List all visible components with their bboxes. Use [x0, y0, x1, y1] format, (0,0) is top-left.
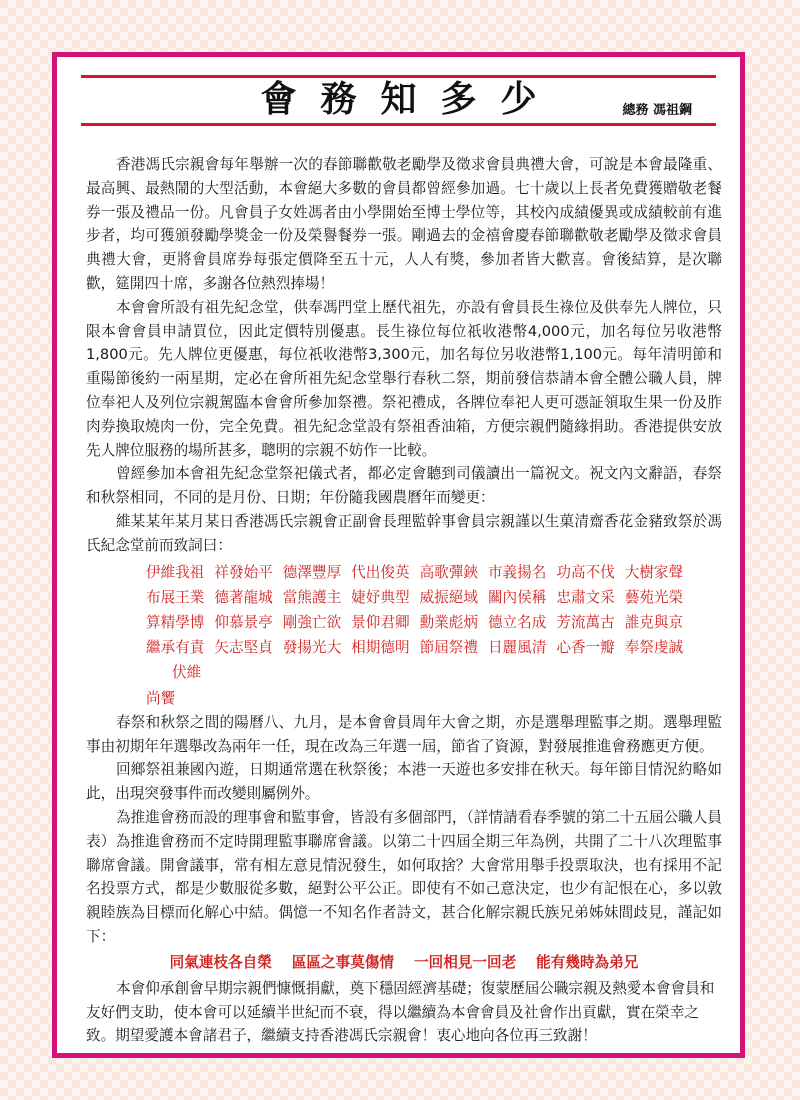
paragraph-memorial-hall: 本會會所設有祖先紀念堂，供奉馮門堂上歷代祖先，亦設有會員長生祿位及供奉先人牌位，只限本會會員申請買位，因此定價特別優惠。長生祿位每位祇收港幣4,000元，加名每位另收港幣1,800元。先人牌位更優惠，每位祇收港幣3,300元，加名每位另收港幣1,100元。每年清明節和重陽節後約一兩星期，定必在會所祖先紀念堂舉行春秋二祭，期前發信恭請本會全體公職人員，牌位奉祀人及列位宗親駕臨本會會所參加祭禮。祭祀禮成，各牌位奉祀人更可憑証領取生果一份及胙肉券換取燒肉一份，完全免費。祖先紀念堂設有祭祖香油箱，方便宗親們隨緣捐助。香港提供安放先人牌位服務的場所甚多，聰明的宗親不妨作一比較。 — [86, 298, 722, 459]
author-byline: 總務 馮祖鋼 — [622, 103, 692, 118]
poem-phrase: 能有幾時為弟兄 — [536, 953, 639, 971]
prayer-row — [86, 610, 722, 635]
prayer-phrase: 忠肅文采 — [556, 588, 615, 606]
prayer-phrase: 矢志堅貞 — [214, 639, 273, 657]
poem-phrase: 區區之事莫傷情 — [291, 953, 394, 971]
prayer-phrase: 德著龍城 — [214, 588, 273, 606]
title-rule-top — [81, 75, 716, 78]
poem-phrase: 一回相見一回老 — [414, 953, 517, 971]
prayer-phrase: 景仰君卿 — [351, 613, 410, 631]
prayer-phrase: 仰慕景亭 — [214, 613, 273, 631]
prayer-closing-shangxiang: 尚饗 — [146, 689, 176, 707]
prayer-phrase: 藝苑光榮 — [624, 588, 684, 606]
paragraph-prayer-intro: 曾經參加本會祖先紀念堂祭祀儀式者，都必定會聽到司儀讀出一篇祝文。祝文內文辭語，春祭和秋祭相同，不同的是月份、日期；年份隨我國農曆年而變更： — [86, 465, 722, 507]
paragraph-tours: 回鄉祭祖兼國內遊，日期通常選在秋祭後；本港一天遊也多安排在秋天。每年節目情況約略如此，出現突發事件而改變則屬例外。 — [86, 761, 722, 803]
prayer-phrase: 剛強亡欲 — [282, 613, 342, 631]
prayer-phrase: 心香一瓣 — [556, 639, 615, 657]
prayer-phrase: 布展王業 — [146, 588, 205, 606]
page-frame — [52, 52, 745, 1058]
prayer-phrase: 德立名成 — [487, 613, 547, 631]
prayer-phrase: 伊維我祖 — [146, 563, 205, 581]
prayer-row — [86, 585, 722, 610]
page-title: 會務知多少 — [260, 79, 561, 120]
prayer-phrase: 算精學博 — [146, 613, 205, 631]
prayer-phrase: 婕妤典型 — [351, 588, 410, 606]
paragraph-festival: 香港馮氏宗親會每年舉辦一次的春節聯歡敬老勵學及徵求會員典禮大會，可說是本會最隆重、最高興、最熱鬧的大型活動，本會絕大多數的會員都曾經參加過。七十歲以上長者免費獲贈敬老餐券一張及禮品一份。凡會員子女姓馮者由小學開始至博士學位等，其校內成績優異或成績較前有進步者，均可獲頒發勵學獎金一份及榮譽餐券一張。剛過去的金禧會慶春節聯歡敬老勵學及徵求會員典禮大會，更將會員席券每張定價降至五十元，人人有獎，參加者皆大歡喜。會後結算，是次聯歡，筵開四十席，多謝各位熱烈捧場！ — [86, 156, 722, 292]
prayer-phrase: 德澤豐厚 — [282, 563, 342, 581]
prayer-phrase: 發揚光大 — [282, 639, 342, 657]
paragraph-prayer-opening: 維某某年某月某日香港馮氏宗親會正副會長理監幹事會員宗親謹以生菓清齋香花金豬致祭於馮氏紀念堂前而致詞曰： — [86, 512, 722, 554]
prayer-phrase: 威振絕域 — [419, 588, 478, 606]
prayer-phrase: 繼承有責 — [146, 639, 205, 657]
prayer-closing-fuwei: 伏維 — [172, 664, 202, 682]
poem-phrase: 同氣連枝各自榮 — [169, 953, 272, 971]
prayer-phrase: 祥發始平 — [214, 563, 273, 581]
prayer-phrase: 芳流萬古 — [556, 613, 615, 631]
prayer-phrase: 大樹家聲 — [624, 563, 684, 581]
prayer-phrase: 關內侯稱 — [487, 588, 547, 606]
paragraph-closing: 本會仰承創會早期宗親們慷慨捐獻，奠下穩固經濟基礎；復蒙歷屆公職宗親及熱愛本會會員和友好們支助，使本會可以延續半世紀而不衰，得以繼續為本會會員及社會作出貢獻，實在榮幸之致。期望愛護本會諸君子，繼續支持香港馮氏宗親會！衷心地向各位再三致謝！ — [86, 979, 715, 1045]
article-body — [86, 153, 722, 1048]
prayer-phrase: 代出俊英 — [351, 563, 410, 581]
prayer-row — [86, 635, 722, 660]
prayer-phrase: 相期德明 — [351, 639, 410, 657]
prayer-verses — [86, 560, 722, 711]
poem-line — [86, 951, 722, 975]
prayer-phrase: 市義揚名 — [487, 563, 547, 581]
paragraph-election: 春祭和秋祭之間的陽曆八、九月，是本會會員周年大會之期，亦是選舉理監事之期。選舉理監事由初期年年選舉改為兩年一任，現在改為三年選一屆，節省了資源，對發展推進會務應更方便。 — [86, 713, 722, 755]
prayer-phrase: 功高不伐 — [556, 563, 615, 581]
paragraph-meetings: 為推進會務而設的理事會和監事會，皆設有多個部門，（詳情請看春季號的第二十五屆公職人員表）為推進會務而不定時開理監事聯席會議。以第二十四屆全期三年為例，共開了二十八次理監事聯席會議。開會議事，常有相左意見情況發生，如何取捨？大會常用舉手投票取決，也有採用不記名投票方式，都是少數服從多數，絕對公平公正。即使有不如己意決定，也少有記恨在心，多以敦親睦族為目標而化解心中結。偶憶一不知名作者詩文，甚合化解宗親氏族兄弟姊妹間歧見，謹記如下： — [86, 808, 722, 945]
title-rule-bottom — [81, 123, 716, 126]
prayer-row — [86, 560, 722, 585]
prayer-phrase: 奉祭虔誠 — [624, 639, 684, 657]
prayer-phrase: 日麗風清 — [487, 639, 547, 657]
prayer-phrase: 勳業彪炳 — [419, 613, 478, 631]
prayer-phrase: 節屆祭禮 — [419, 639, 478, 657]
prayer-phrase: 高歌彈鋏 — [419, 563, 478, 581]
prayer-phrase: 當熊護主 — [282, 588, 342, 606]
prayer-phrase: 誰克與京 — [624, 613, 684, 631]
